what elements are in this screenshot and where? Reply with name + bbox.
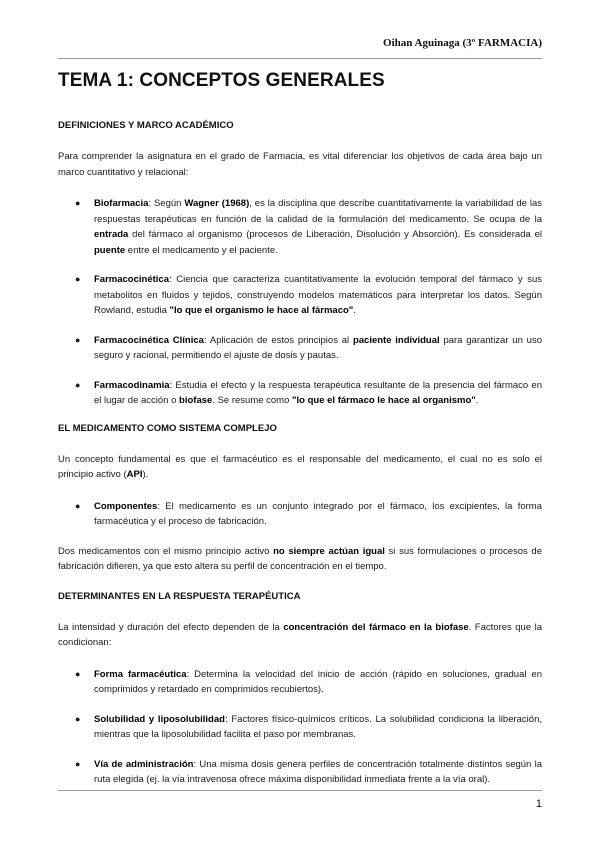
bullet-icon: ● bbox=[75, 668, 81, 679]
section-intro: La intensidad y duración del efecto dependen de la concentración del fármaco en la biofase. Factores que la condicionan: bbox=[58, 621, 542, 648]
bullet-icon: ● bbox=[75, 198, 81, 208]
list-item-farmacodinamia: ● Farmacodinamia: Estudia el efecto y la respuesta terapéutica resultante de la presencia del fármaco en el lugar de acción o biofase. Se resume como "lo que el fármaco le hace al organismo". bbox=[75, 379, 542, 406]
definitions-list bbox=[58, 196, 542, 409]
page-number: 1 bbox=[535, 798, 542, 810]
list-item-via-administracion: ● Vía de administración: Una misma dosis genera perfiles de concentración totalmente distintos según la ruta elegida (ej. la vía intravenosa ofrece máxima disponibilidad inmediata frente a la vía oral). bbox=[75, 758, 542, 785]
section-heading-definiciones: DEFINICIONES Y MARCO ACADÉMICO bbox=[58, 120, 234, 131]
header-divider bbox=[58, 58, 542, 59]
bullet-icon: ● bbox=[75, 334, 81, 345]
components-list bbox=[58, 499, 542, 530]
section-intro: Para comprender la asignatura en el grado de Farmacia, es vital diferenciar los objetivos de cada área bajo un marco cuantitativo y relacional: bbox=[58, 151, 542, 178]
section-outro: Dos medicamentos con el mismo principio activo no siempre actúan igual si sus formulaciones o procesos de fabricación difieren, ya que esto altera su perfil de concentración en el tiempo. bbox=[58, 545, 542, 572]
header-author: Oihan Aguinaga (3º FARMACIA) bbox=[383, 37, 542, 49]
section-intro: Un concepto fundamental es que el farmacéutico es el responsable del medicamento, el cual no es solo el principio activo (API). bbox=[58, 453, 542, 480]
list-item-farmacocinetica: ● Farmacocinética: Ciencia que caracteriza cuantitativamente la evolución temporal del fármaco y sus metabolitos en fluidos y tejidos, construyendo modelos matemáticos para interpretar los datos. Según Rowland, estudia "lo que el organismo le hace al fármaco". bbox=[75, 274, 542, 316]
bullet-icon: ● bbox=[75, 274, 81, 284]
bullet-icon: ● bbox=[75, 379, 81, 390]
footer-divider bbox=[58, 790, 542, 791]
page-title: TEMA 1: CONCEPTOS GENERALES bbox=[58, 70, 385, 91]
factors-list bbox=[58, 667, 542, 788]
list-item-farmacocinetica-clinica: ● Farmacocinética Clínica: Aplicación de estos principios al paciente individual para garantizar un uso seguro y racional, permitiendo el ajuste de dosis y pautas. bbox=[75, 334, 542, 361]
list-item-biofarmacia: ● Biofarmacia: Según Wagner (1968), es la disciplina que describe cuantitativamente la variabilidad de las respuestas terapéuticas en función de la calidad de la formulación del medicamento. Se ocupa de la entrada del fármaco al organismo (procesos de Liberación, Disolución y Absorción). Es considerada el puente entre el medicamento y el paciente. bbox=[75, 198, 542, 256]
bullet-icon: ● bbox=[75, 500, 81, 511]
bullet-icon: ● bbox=[75, 713, 81, 724]
section-heading-determinantes: DETERMINANTES EN LA RESPUESTA TERAPÉUTICA bbox=[58, 590, 301, 602]
bullet-icon: ● bbox=[75, 758, 81, 769]
document-body bbox=[58, 70, 542, 802]
list-item-solubilidad: ● Solubilidad y liposolubilidad: Factores físico-químicos críticos. La solubilidad condiciona la liberación, mientras que la liposolubilidad facilita el paso por membranas. bbox=[75, 713, 542, 740]
section-heading-medicamento: EL MEDICAMENTO COMO SISTEMA COMPLEJO bbox=[58, 422, 277, 434]
list-item-componentes: ● Componentes: El medicamento es un conjunto integrado por el fármaco, los excipientes, la forma farmacéutica y el proceso de fabricación. bbox=[75, 500, 542, 527]
list-item-forma-farmaceutica: ● Forma farmacéutica: Determina la velocidad del inicio de acción (rápido en soluciones, gradual en comprimidos y retardado en comprimidos recubiertos). bbox=[75, 668, 542, 695]
